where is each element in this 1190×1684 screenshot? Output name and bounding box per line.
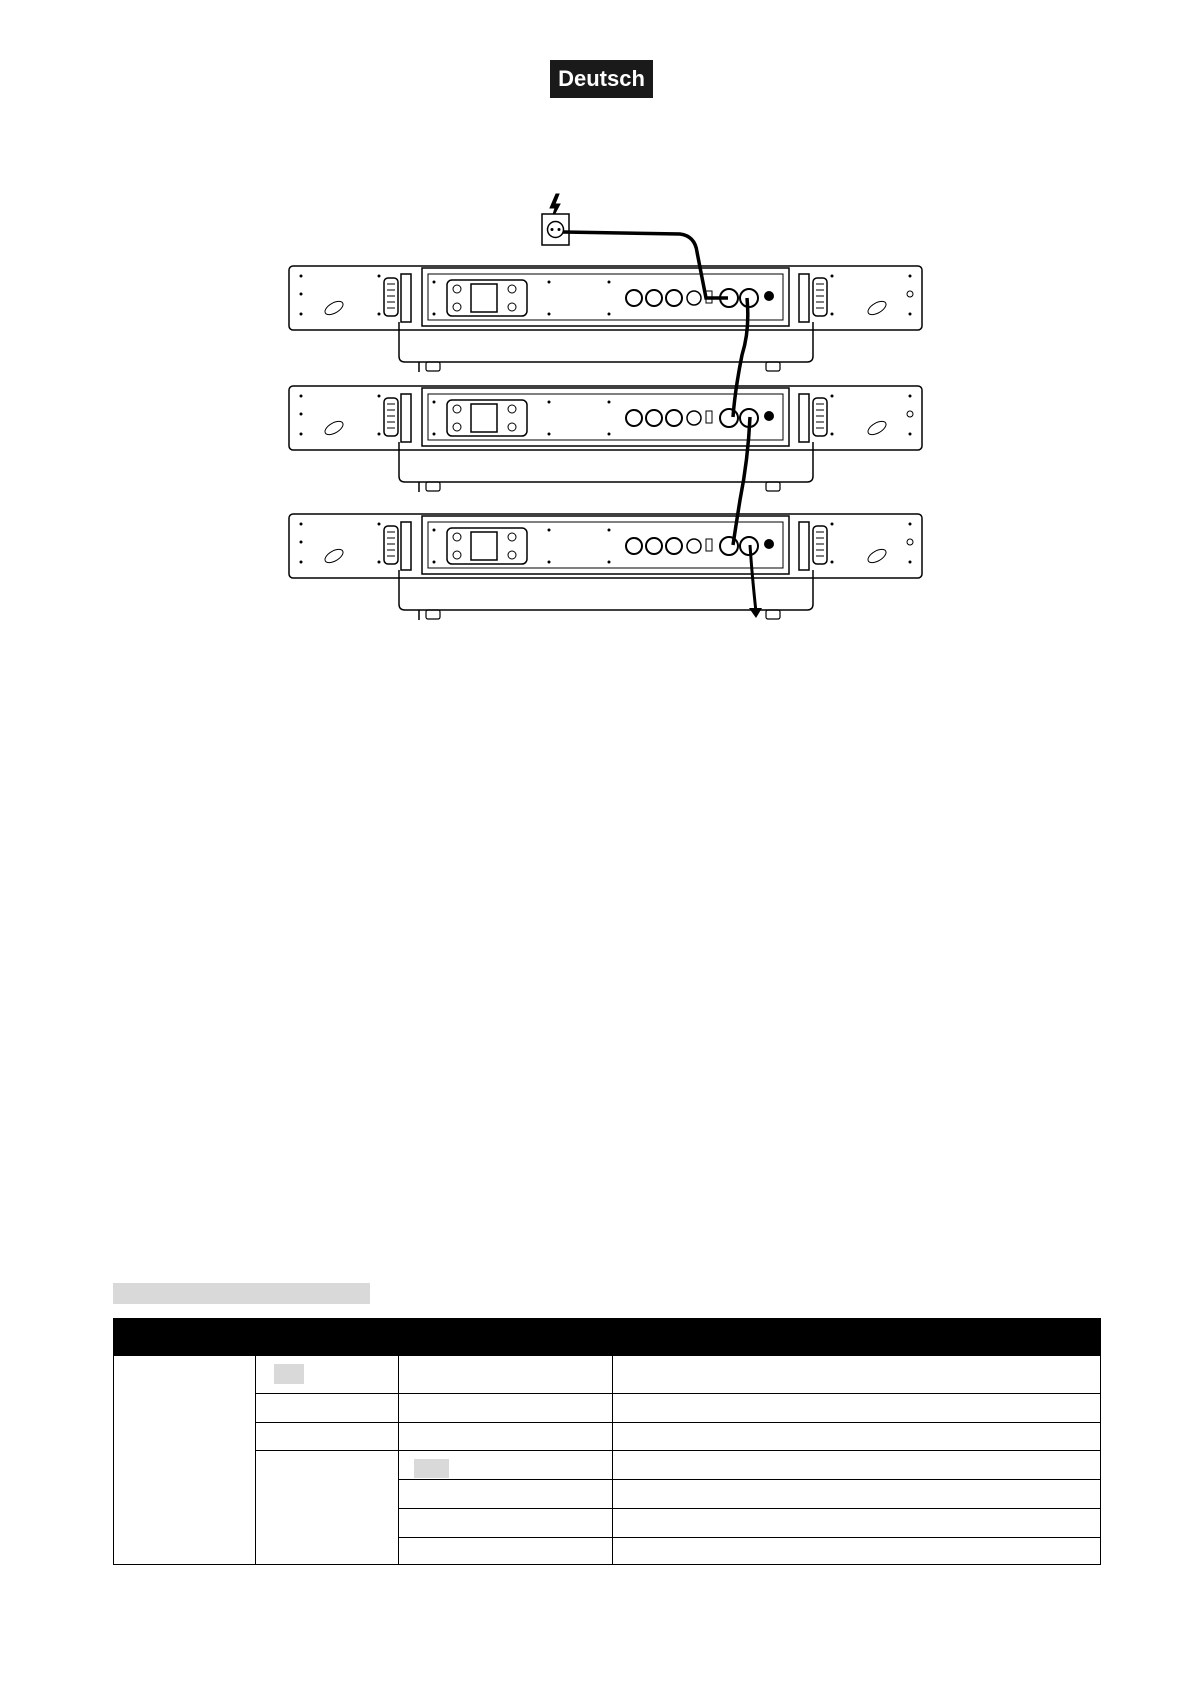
wall-socket-icon [542,214,569,245]
language-label: Deutsch [558,66,645,91]
highlight-cell [274,1364,304,1384]
section-heading-bar [113,1283,370,1304]
connection-diagram [0,0,1190,700]
fixture-unit-2 [289,386,922,492]
fixture-unit-3 [289,514,922,620]
menu-table [113,1318,1101,1565]
arrow-icon [749,608,762,618]
table-header-row [114,1319,1100,1356]
highlight-cell [414,1459,449,1478]
fixture-unit-1 [289,266,922,372]
